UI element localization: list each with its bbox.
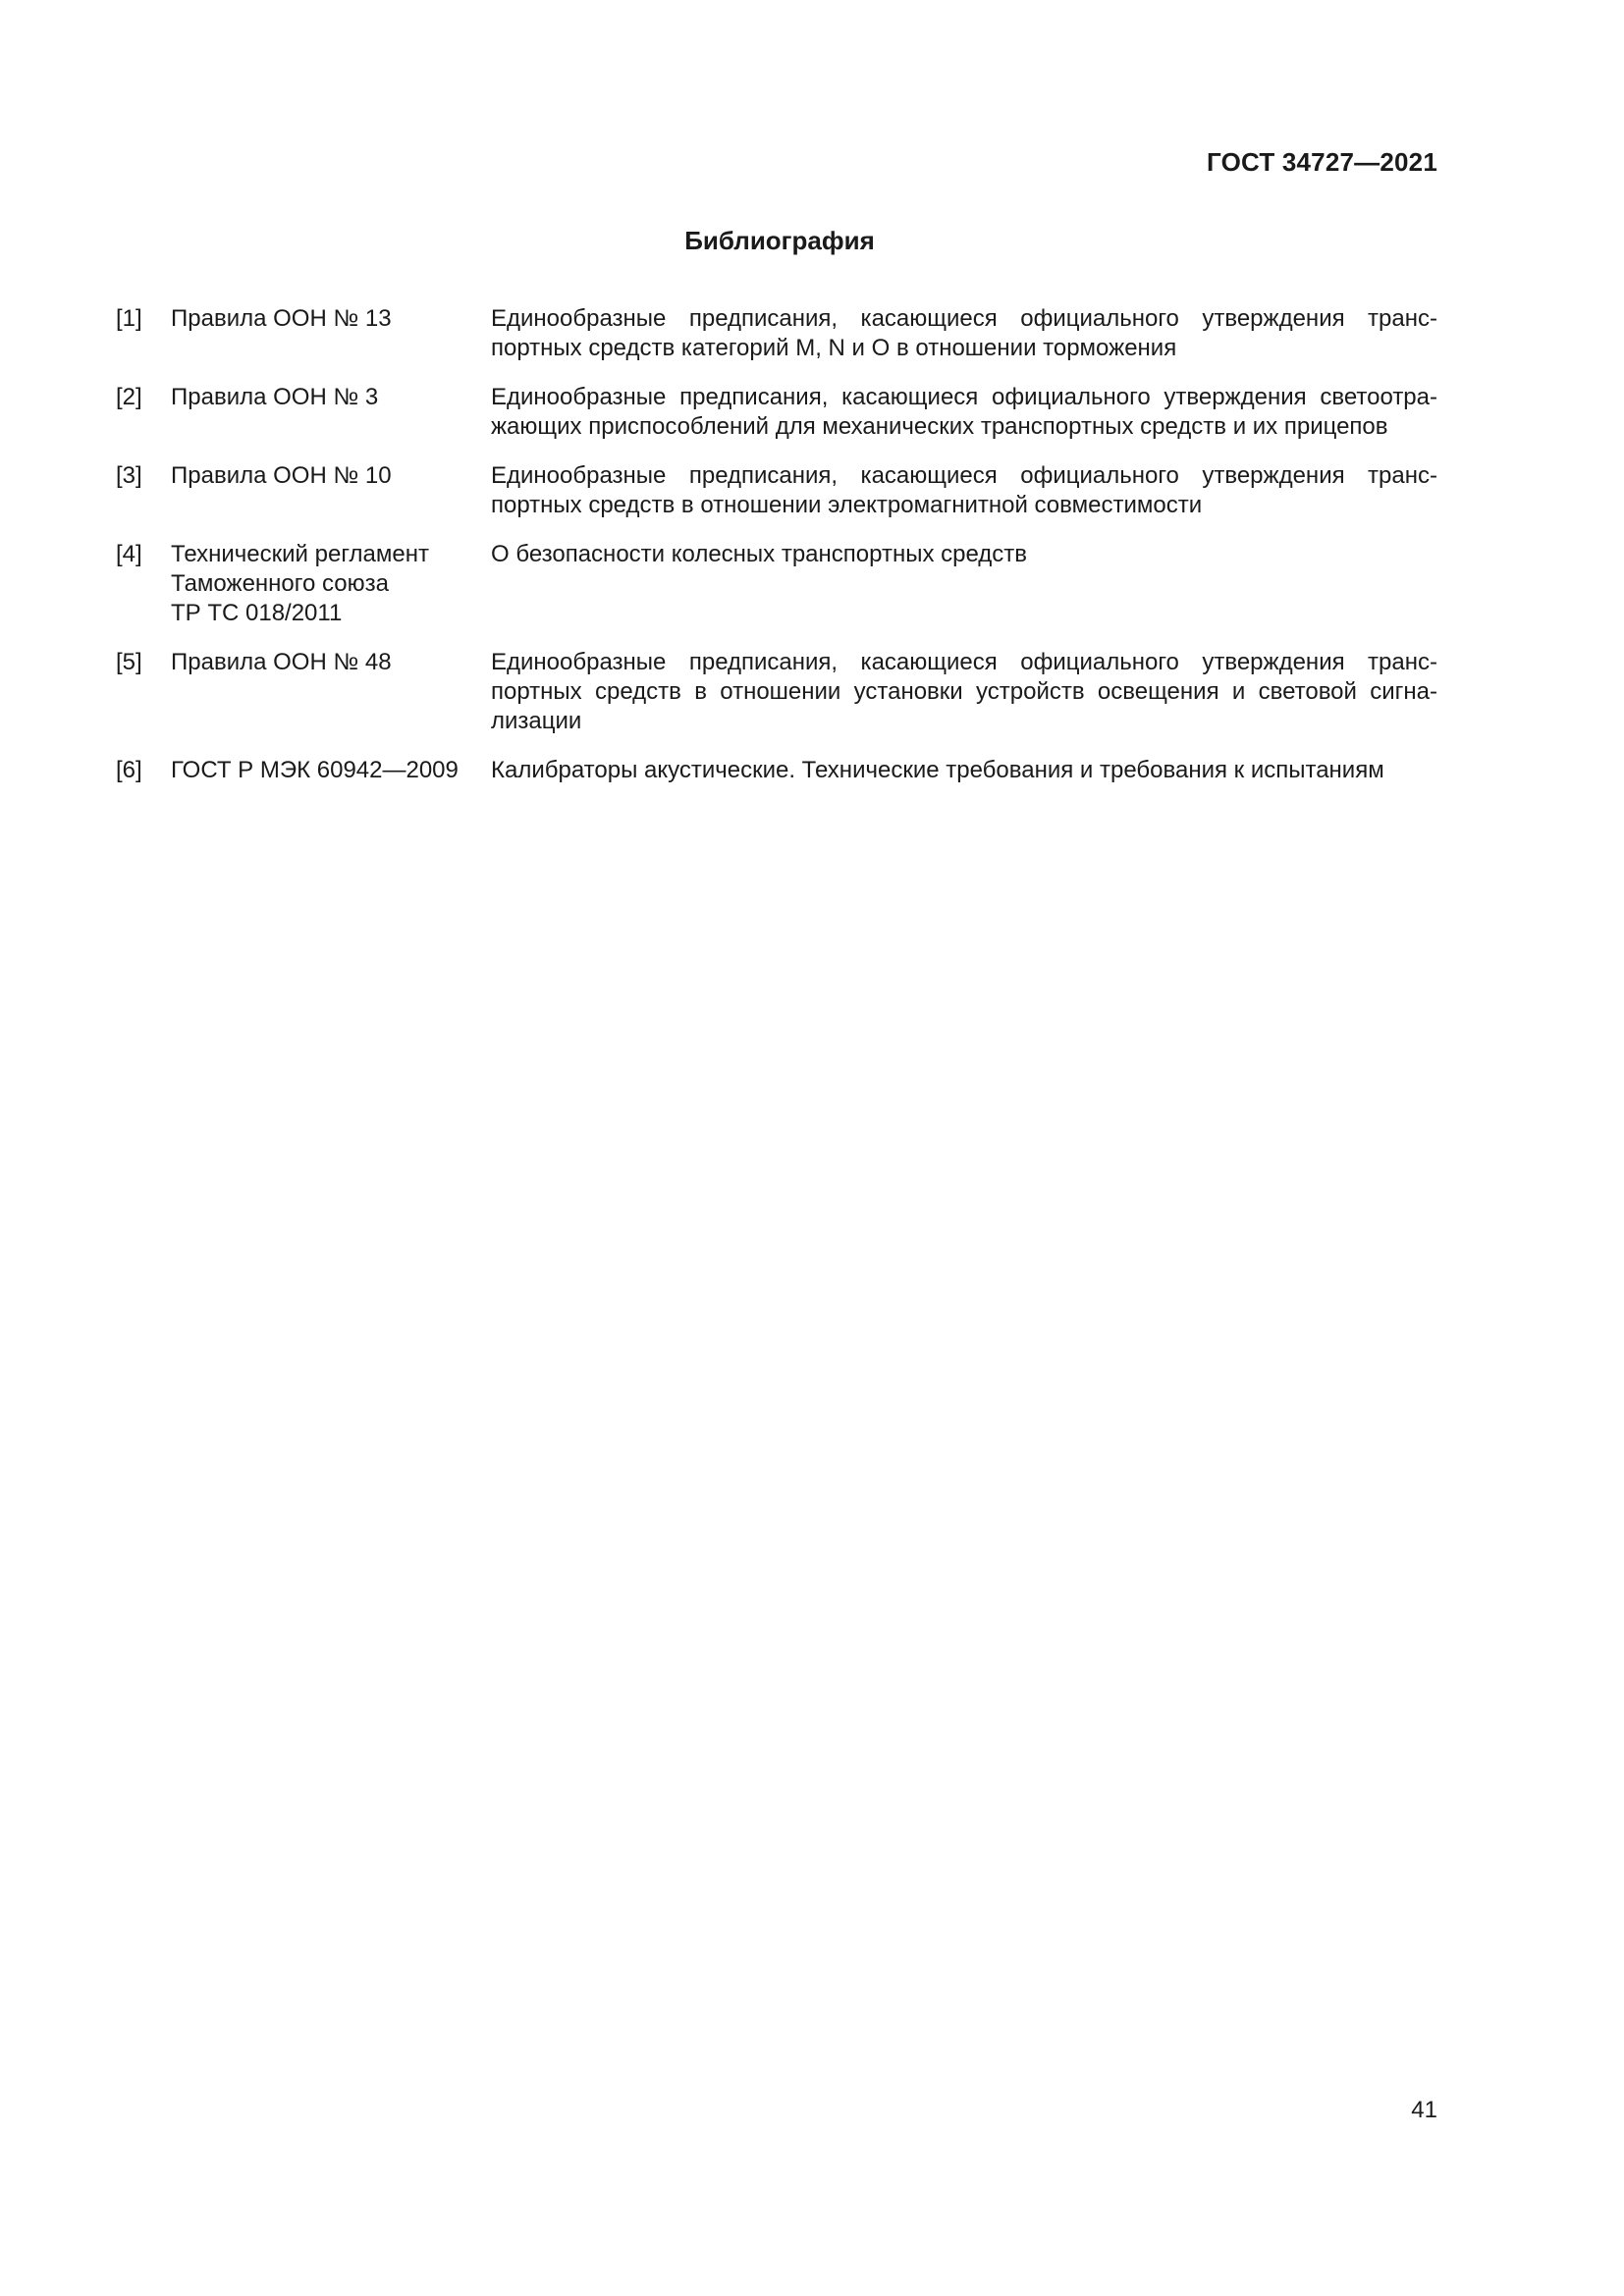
entry-number: [6] [116,757,142,783]
entry-number: [5] [116,649,142,675]
entry-title: О безопасности колесных транспортных средств [491,541,1028,567]
entry-source: Правила ООН № 3 [171,384,379,410]
section-title: Библиография [684,226,875,255]
entry-source: Правила ООН № 48 [171,649,392,675]
bibliography-entry [116,648,1437,736]
page-number: 41 [1411,2097,1437,2123]
bibliography-list [116,304,1437,805]
entry-source: Правила ООН № 10 [171,462,392,489]
entry-title: Калибраторы акустические. Технические требования и требования к испытаниям [491,757,1384,783]
entry-source: ГОСТ Р МЭК 60942—2009 [171,757,459,783]
entry-title: Единообразные предписания, касающиеся официального утверждения транспортных средств в отношении установки устройств освещения и световой сигнализации [491,649,1437,734]
entry-number: [3] [116,462,142,489]
bibliography-entry [116,756,1437,785]
document-code: ГОСТ 34727—2021 [1207,147,1437,177]
bibliography-entry [116,383,1437,442]
entry-source: Технический регламент Таможенного союза ТР ТС 018/2011 [171,541,429,626]
entry-title: Единообразные предписания, касающиеся официального утверждения светоотражающих приспособлений для механических транспортных средств и их прицепов [491,384,1437,440]
bibliography-entry [116,540,1437,628]
entry-number: [4] [116,541,142,567]
bibliography-entry [116,461,1437,520]
entry-title: Единообразные предписания, касающиеся официального утверждения транспортных средств в отношении электромагнитной совместимости [491,462,1437,518]
entry-number: [2] [116,384,142,410]
entry-number: [1] [116,305,142,332]
entry-source: Правила ООН № 13 [171,305,392,332]
bibliography-entry [116,304,1437,363]
entry-title: Единообразные предписания, касающиеся официального утверждения транспортных средств категорий M, N и O в отношении торможения [491,305,1437,361]
